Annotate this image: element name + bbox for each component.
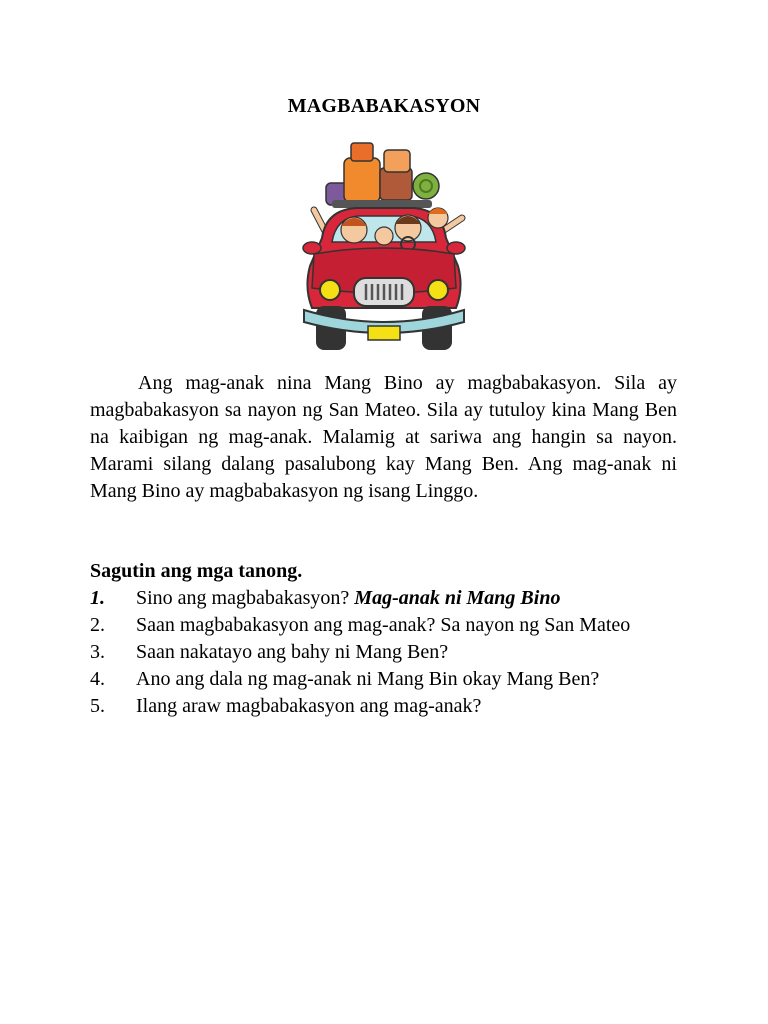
question-text: Ano ang dala ng mag-anak ni Mang Bin okay Mang Ben? [136, 668, 600, 690]
question-item-5 [90, 693, 677, 720]
question-item-4 [90, 666, 677, 693]
questions-list [90, 585, 677, 720]
question-text [136, 585, 677, 612]
question-number: 2. [90, 614, 105, 636]
question-item-3 [90, 639, 677, 666]
questions-heading: Sagutin ang mga tanong. [90, 560, 303, 582]
question-number: 4. [90, 668, 105, 690]
car-illustration [296, 138, 472, 354]
question-number: 3. [90, 641, 105, 663]
question-text: Saan nakatayo ang bahy ni Mang Ben? [136, 641, 449, 663]
question-prompt: Sino ang magbabakasyon? [136, 587, 355, 609]
question-text: Ilang araw magbabakasyon ang mag-anak? [136, 695, 482, 717]
question-answer: Mag-anak ni Mang Bino [354, 587, 561, 609]
question-item-1 [90, 585, 677, 612]
story-paragraph: Ang mag-anak nina Mang Bino ay magbabakasyon. Sila ay magbabakasyon sa nayon ng San Mateo. Sila ay tutuloy kina Mang Ben na kaibigan ng mag-anak. Malamig at sariwa ang hangin sa nayon. Marami silang dalang pasalubong kay Mang Ben. Ang mag-anak ni Mang Bino ay magbabakasyon ng isang Linggo. [90, 372, 677, 502]
question-text: Saan magbabakasyon ang mag-anak? Sa nayon ng San Mateo [136, 614, 631, 636]
question-number: 1. [90, 587, 105, 609]
question-number: 5. [90, 695, 105, 717]
question-item-2 [90, 612, 677, 639]
luggage-pile [326, 143, 439, 208]
page-title: MAGBABAKASYON [287, 95, 481, 117]
